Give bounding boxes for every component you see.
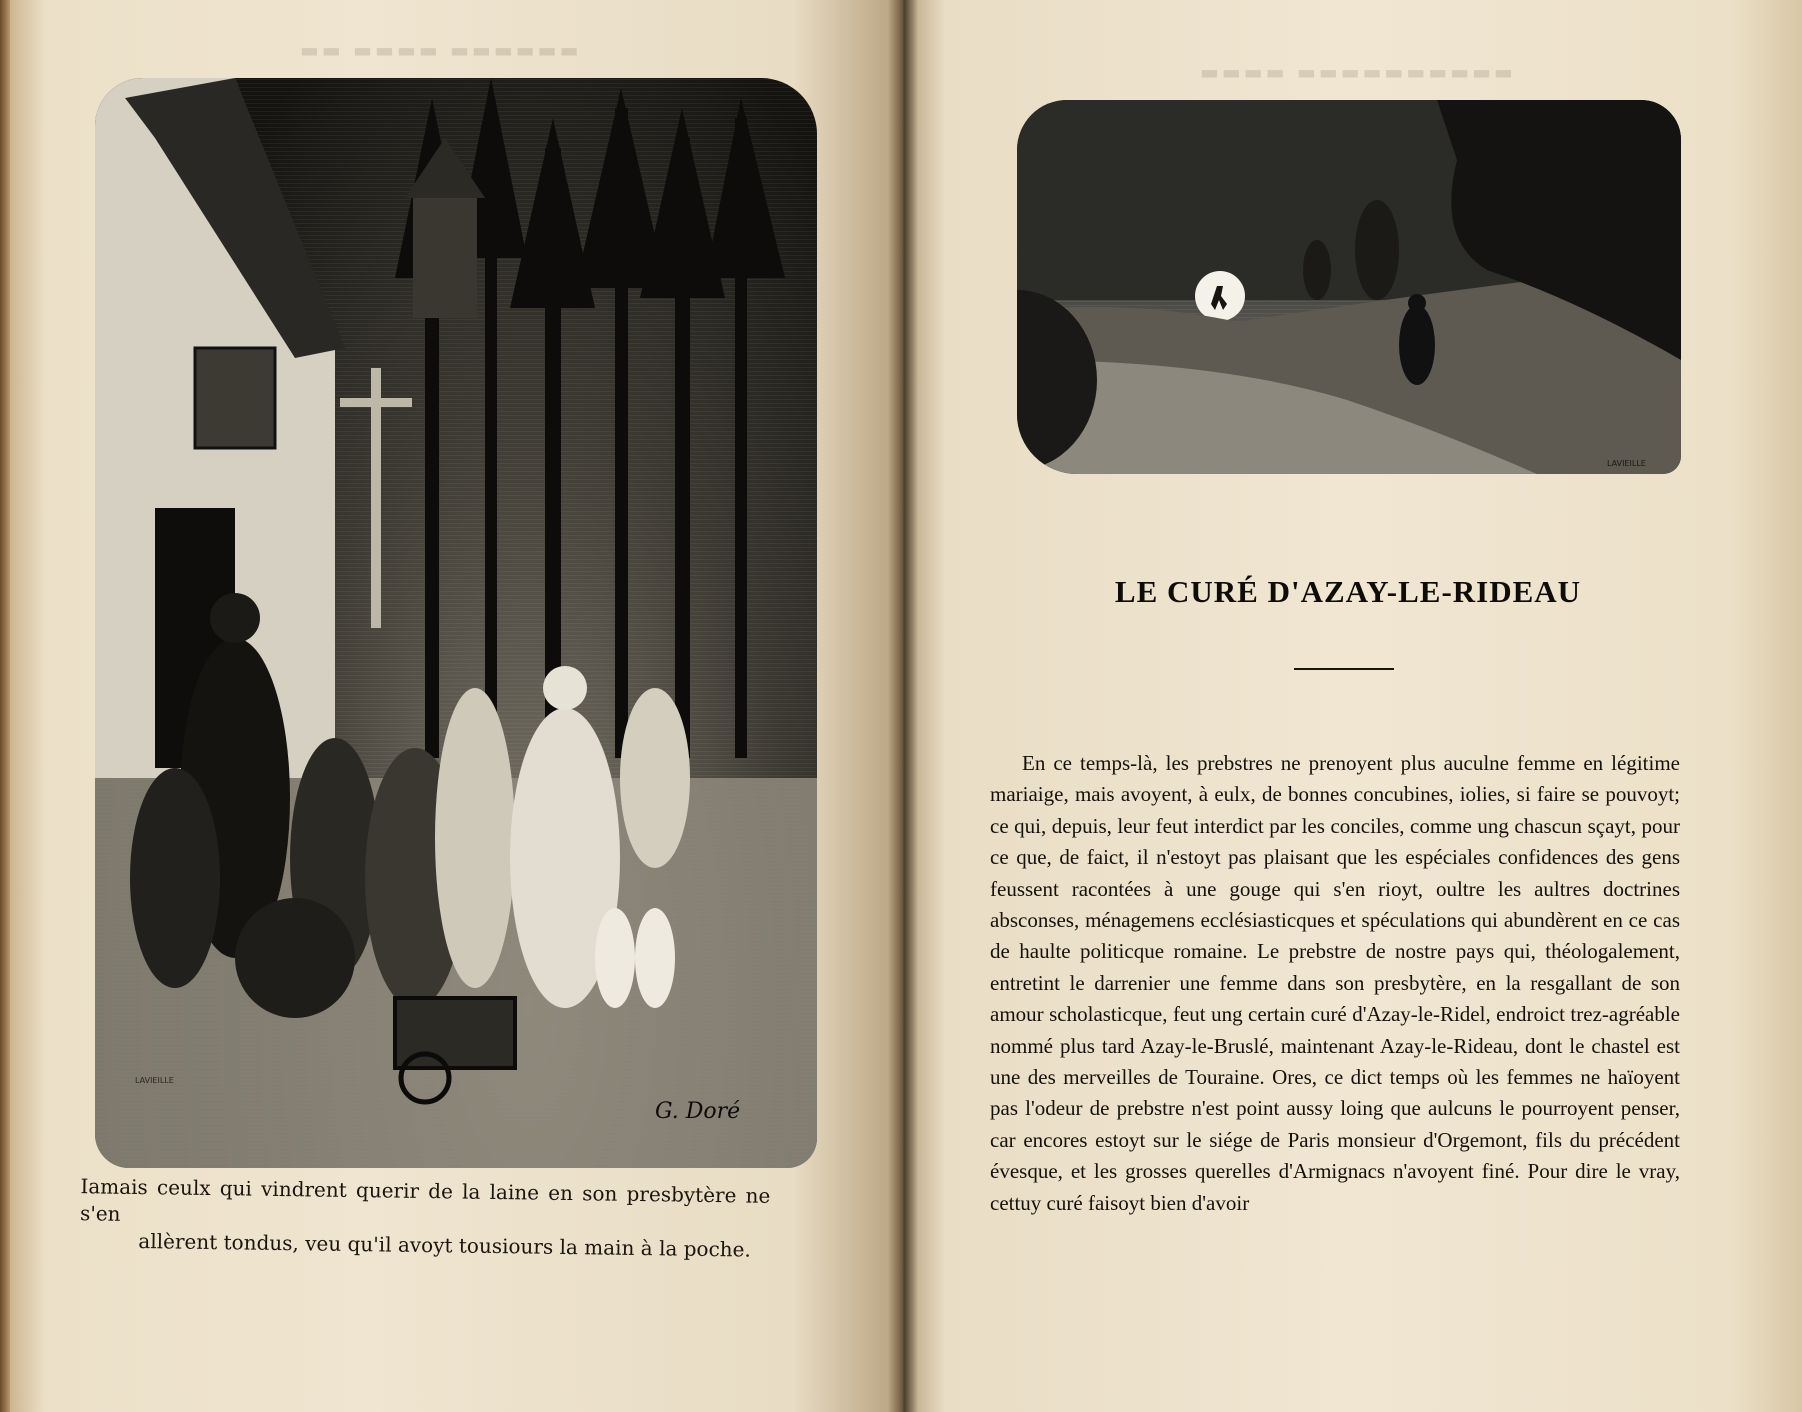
caption-line-1: Iamais ceulx qui vindrent querir de la laine en son presbytère ne s'en xyxy=(79,1174,771,1226)
left-caption xyxy=(79,1173,770,1264)
forest-presbytery-engraving xyxy=(95,78,817,1168)
cloaked-figure xyxy=(1399,305,1435,385)
figure-head xyxy=(1408,294,1426,312)
crucifix-beam xyxy=(340,398,412,407)
distant-tree xyxy=(1355,200,1399,300)
bleed-through-header: ▬▬▬▬ ▬▬▬▬▬▬▬▬▬▬ xyxy=(1200,60,1516,84)
church-tower xyxy=(413,198,477,318)
right-illustration xyxy=(1017,100,1681,474)
paragraph: En ce temps-là, les prebstres ne prenoyent plus auculne femme en légitime mariaige, mais avoyent, à eulx, de bonnes concubines, iolies, si faire se pouvoyt; ce qui, depuis, leur feut interdict par les conciles, comme ung chascun sçayt, pour ce que, de faict, il n'estoyt pas plaisant que les espéciales confidences des gens feussent racontées à une gouge qui s'en rioyt, oultre les aultres doctrines absconses, ménagemens ecclésiasticques et spéculations qui abundèrent en ce cas de haulte politicque romaine. Le prebstre de nostre pays qui, théologalement, entretint le darrenier une femme dans son presbytère, en la resgallant de son amour scholasticque, feut ung certain curé d'Azay-le-Ridel, endroict trez-agréable nommé plus tard Azay-le-Bruslé, maintenant Azay-le-Rideau, dont le chastel est une des merveilles de Touraine. Ores, ce dict temps où les femmes ne haïoyent pas l'odeur de prebstre n'est point aussy loing que aulcuns le pourroyent penser, car encores estoyt sur le siége de Paris monsieur d'Orgemont, fils du précédent évesque, et les grosses querelles d'Armignacs n'avoyent finé. Pour dire le vray, cettuy curé faisoyt bien d'avoir xyxy=(990,751,1680,1215)
moonlit-road-engraving xyxy=(1017,100,1681,474)
chapter-title: LE CURÉ D'AZAY-LE-RIDEAU xyxy=(1114,574,1582,609)
bleed-through-header: ▬▬ ▬▬▬▬ ▬▬▬▬▬▬ xyxy=(300,38,582,62)
title-rule xyxy=(1294,668,1394,670)
distant-tree xyxy=(1303,240,1331,300)
spine-gutter xyxy=(888,0,918,1412)
engraver-mark: LAVIEILLE xyxy=(135,1076,174,1085)
engraver-mark: LAVIEILLE xyxy=(1607,459,1646,468)
signature-text: G. Doré xyxy=(655,1099,741,1124)
window xyxy=(195,348,275,448)
caption-line-2: allèrent tondus, veu qu'il avoyt tousiours la main à la poche. xyxy=(138,1229,752,1262)
body-text xyxy=(990,748,1680,1219)
left-illustration xyxy=(95,78,817,1168)
